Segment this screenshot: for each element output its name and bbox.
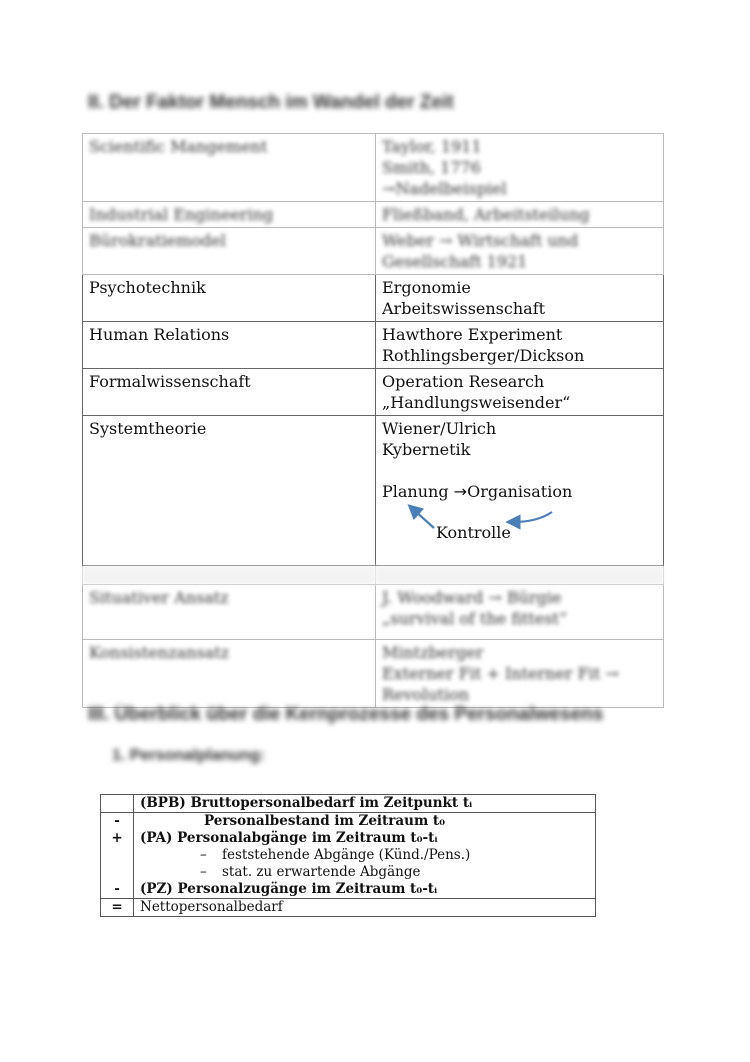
row-label: Systemtheorie [83, 416, 376, 566]
dash-icon: – [200, 864, 207, 880]
row-line: Fließband, Arbeitsteilung [382, 205, 590, 224]
row-line: Kybernetik [382, 440, 471, 459]
table-row [101, 899, 596, 917]
row-label: Industrial Engineering [83, 202, 376, 228]
row-content [376, 202, 664, 228]
row-line: J. Woodward → Bürgie [382, 588, 562, 607]
row-content [376, 228, 664, 275]
empty-operator [107, 864, 127, 881]
planung-label: Planung [382, 482, 449, 501]
row-content [376, 134, 664, 202]
systemtheorie-cell [382, 418, 657, 563]
organisation-label: Organisation [467, 482, 573, 501]
table-row [101, 813, 596, 899]
row-line: „Handlungsweisender“ [382, 393, 571, 412]
table-row [101, 795, 596, 813]
row-label: Bürokratiemodel [83, 228, 376, 275]
table-row [83, 275, 664, 322]
row-line: „survival of the fittest“ [382, 609, 568, 628]
operator-cell [101, 795, 134, 813]
personalplanung-table [100, 794, 596, 917]
empty-operator [107, 847, 127, 864]
row-content [376, 416, 664, 566]
table-row [83, 134, 664, 202]
formula-subline [140, 847, 589, 864]
row-line: Gesellschaft 1921 [382, 252, 528, 271]
row-label: Human Relations [83, 322, 376, 369]
table-row [83, 585, 664, 640]
row-line: Operation Research [382, 372, 545, 391]
row-line: Weber → Wirtschaft und [382, 231, 579, 250]
formula-line: Personalbestand im Zeitraum t₀ [204, 813, 446, 829]
row-line: Smith, 1776 [382, 158, 481, 177]
cycle-top-line [382, 481, 657, 502]
row-content [376, 369, 664, 416]
spacer [382, 460, 657, 481]
row-line: Taylor, 1911 [382, 137, 482, 156]
row-line: Wiener/Ulrich [382, 419, 497, 438]
row-content [376, 585, 664, 640]
row-line: Hawthore Experiment [382, 325, 563, 344]
formula-subline [140, 864, 589, 881]
subline-text: stat. zu erwartende Abgänge [222, 864, 421, 880]
table-row [83, 228, 664, 275]
dash-icon: – [200, 847, 207, 863]
table-row [83, 202, 664, 228]
formula-line: (PZ) Personalzugänge im Zeitraum t₀-tᵢ [140, 881, 438, 897]
history-table [82, 133, 664, 708]
operator-cell: = [101, 899, 134, 917]
row-line: Rothlingsberger/Dickson [382, 346, 585, 365]
section-3-heading: III. Überblick über die Kernprozesse des Personalwesens [88, 704, 604, 725]
kontrolle-label: Kontrolle [436, 523, 511, 542]
row-line: →Nadelbeispiel [382, 179, 507, 198]
row-label: Konsistenzansatz [83, 640, 376, 708]
row-content [376, 322, 664, 369]
minus-operator: - [114, 881, 120, 897]
table-gap [83, 566, 664, 585]
row-content [376, 640, 664, 708]
table-row [83, 369, 664, 416]
section-2-heading: II. Der Faktor Mensch im Wandel der Zeit [88, 92, 454, 113]
formula-line: (PA) Personalabgänge im Zeitraum t₀-tᵢ [140, 830, 438, 846]
subline-text: feststehende Abgänge (Künd./Pens.) [222, 847, 471, 863]
row-content [376, 275, 664, 322]
table-row [83, 322, 664, 369]
row-label: Formalwissenschaft [83, 369, 376, 416]
row-label: Situativer Ansatz [83, 585, 376, 640]
minus-operator: - [114, 813, 120, 829]
right-arrow-icon: → [453, 482, 468, 501]
formula-cell: (BPB) Bruttopersonalbedarf im Zeitpunkt tᵢ [134, 795, 596, 813]
row-line: Ergonomie [382, 278, 471, 297]
formula-cell [134, 813, 596, 899]
table-row [83, 416, 664, 566]
formula-cell: Nettopersonalbedarf [134, 899, 596, 917]
table-row [83, 640, 664, 708]
row-line: Mintzberger [382, 643, 484, 662]
row-line: Arbeitswissenschaft [382, 299, 546, 318]
row-label: Scientific Mangement [83, 134, 376, 202]
row-line: Externer Fit + Interner Fit → [382, 664, 619, 683]
subsection-heading: 1. Personalplanung: [112, 747, 265, 764]
row-line: Revolution [382, 685, 470, 704]
row-label: Psychotechnik [83, 275, 376, 322]
operator-cell [101, 813, 134, 899]
plus-operator: + [111, 830, 123, 846]
